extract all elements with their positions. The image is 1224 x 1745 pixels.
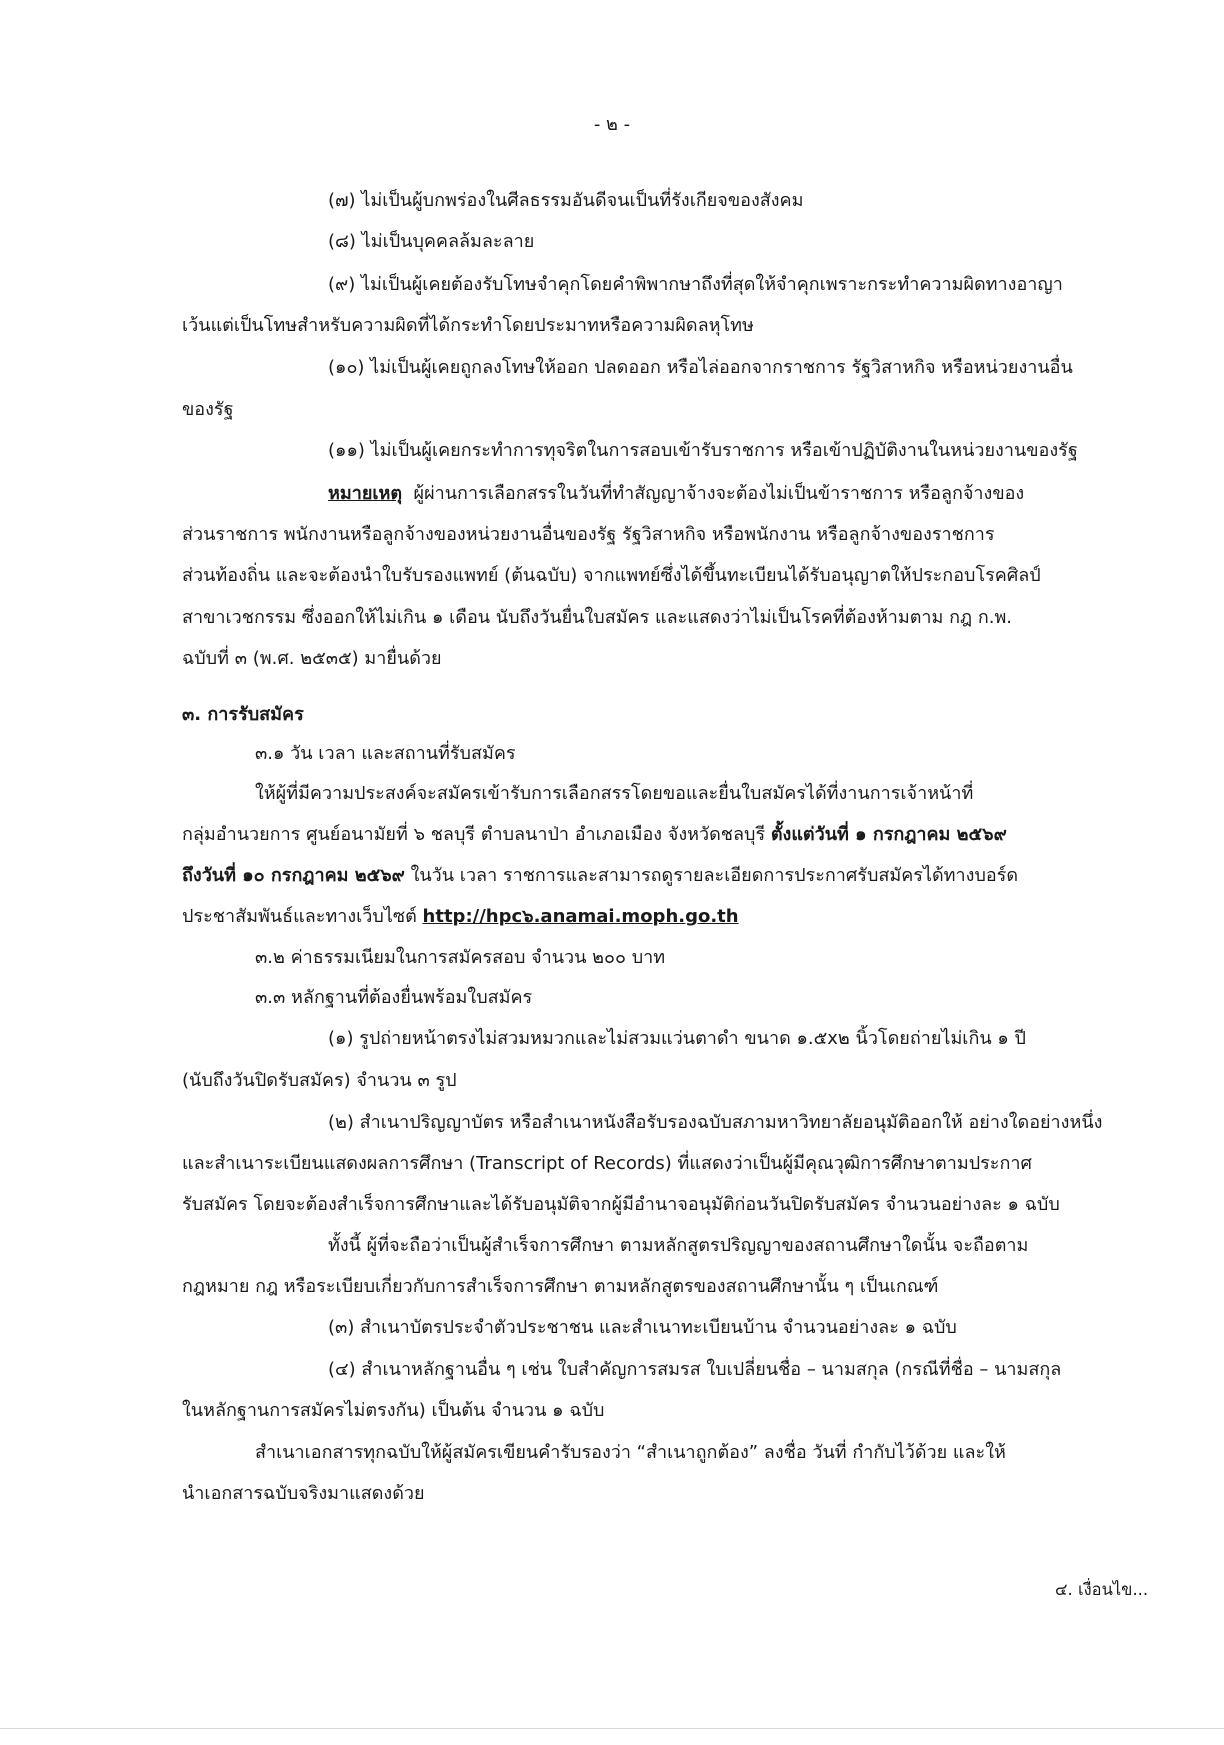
document-2-note-line2: กฎหมาย กฎ หรือระเบียบเกี่ยวกับการสำเร็จการศึกษา ตามหลักสูตรของสถานศึกษานั้น ๆ เป็นเกณฑ์ (182, 1276, 939, 1297)
remark-line1 (328, 481, 1024, 507)
document-4-line1: (๔) สำเนาหลักฐานอื่น ๆ เช่น ใบสำคัญการสมรส ใบเปลี่ยนชื่อ – นามสกุล (กรณีที่ชื่อ – นามสกุล (328, 1359, 1062, 1380)
section-3-1-line3 (182, 863, 1018, 889)
remark-label: หมายเหตุ (328, 483, 403, 504)
document-2-line1: (๒) สำเนาปริญญาบัตร หรือสำเนาหนังสือรับรองฉบับสภามหาวิทยาลัยอนุมัติออกให้ อย่างใดอย่างหนึ่ง (328, 1112, 1103, 1133)
certify-line1: สำเนาเอกสารทุกฉบับให้ผู้สมัครเขียนคำรับรองว่า “สำเนาถูกต้อง” ลงชื่อ วันที่ กำกับไว้ด้วย และให้ (255, 1442, 1006, 1463)
application-start-date: ตั้งแต่วันที่ ๑ กรกฎาคม ๒๕๖๙ (770, 824, 1007, 845)
qualification-11: (๑๑) ไม่เป็นผู้เคยกระทำการทุจริตในการสอบเข้ารับราชการ หรือเข้าปฏิบัติงานในหน่วยงานของรัฐ (328, 440, 1078, 461)
section-3-1-line3-text: ในวัน เวลา ราชการและสามารถดูรายละเอียดการประกาศรับสมัครได้ทางบอร์ด (404, 865, 1019, 886)
remark-line5: ฉบับที่ ๓ (พ.ศ. ๒๕๓๕) มายื่นด้วย (182, 648, 442, 669)
document-1-line2: (นับถึงวันปิดรับสมัคร) จำนวน ๓ รูป (182, 1070, 457, 1091)
certify-line2: นำเอกสารฉบับจริงมาแสดงด้วย (182, 1483, 425, 1504)
qualification-8: (๘) ไม่เป็นบุคคลล้มละลาย (328, 231, 535, 252)
document-4-line2: ในหลักฐานการสมัครไม่ตรงกัน) เป็นต้น จำนวน ๑ ฉบับ (182, 1400, 605, 1421)
document-1-line1: (๑) รูปถ่ายหน้าตรงไม่สวมหมวกและไม่สวมแว่นตาดำ ขนาด ๑.๕x๒ นิ้วโดยถ่ายไม่เกิน ๑ ปี (328, 1028, 1026, 1049)
document-2-line2: และสำเนาระเบียนแสดงผลการศึกษา (Transcript of Records) ที่แสดงว่าเป็นผู้มีคุณวุฒิการศึกษาตามประกาศ (182, 1153, 1032, 1174)
section-3-heading: ๓. การรับสมัคร (182, 704, 304, 725)
section-3-1-line1: ให้ผู้ที่มีความประสงค์จะสมัครเข้ารับการเลือกสรรโดยขอและยื่นใบสมัครได้ที่งานการเจ้าหน้าที่ (255, 783, 974, 804)
remark-text-1: ผู้ผ่านการเลือกสรรในวันที่ทำสัญญาจ้างจะต้องไม่เป็นข้าราชการ หรือลูกจ้างของ (413, 483, 1025, 504)
qualification-7: (๗) ไม่เป็นผู้บกพร่องในศีลธรรมอันดีจนเป็นที่รังเกียจของสังคม (328, 190, 804, 211)
scan-edge-line (0, 1728, 1224, 1729)
section-3-1-line4 (182, 904, 739, 930)
section-3-1-line2 (182, 822, 1007, 848)
qualification-10-line1: (๑๐) ไม่เป็นผู้เคยถูกลงโทษให้ออก ปลดออก หรือไล่ออกจากราชการ รัฐวิสาหกิจ หรือหน่วยงานอื่น (328, 357, 1073, 378)
continuation-marker: ๔. เงื่อนไข... (1055, 1580, 1149, 1599)
section-3-1-title: ๓.๑ วัน เวลา และสถานที่รับสมัคร (255, 743, 516, 764)
qualification-9-line1: (๙) ไม่เป็นผู้เคยต้องรับโทษจำคุกโดยคำพิพากษาถึงที่สุดให้จำคุกเพราะกระทำความผิดทางอาญา (328, 274, 1063, 295)
section-3-2: ๓.๒ ค่าธรรมเนียมในการสมัครสอบ จำนวน ๒๐๐ บาท (255, 947, 666, 968)
qualification-10-line2: ของรัฐ (182, 399, 234, 420)
document-3: (๓) สำเนาบัตรประจำตัวประชาชน และสำเนาทะเบียนบ้าน จำนวนอย่างละ ๑ ฉบับ (328, 1317, 957, 1338)
section-3-3-title: ๓.๓ หลักฐานที่ต้องยื่นพร้อมใบสมัคร (255, 987, 533, 1008)
section-3-1-line2-text: กลุ่มอำนวยการ ศูนย์อนามัยที่ ๖ ชลบุรี ตำบลนาป่า อำเภอเมือง จังหวัดชลบุรี (182, 824, 771, 845)
remark-line2: ส่วนราชการ พนักงานหรือลูกจ้างของหน่วยงานอื่นของรัฐ รัฐวิสาหกิจ หรือพนักงาน หรือลูกจ้างของราชการ (182, 524, 995, 545)
document-2-line3: รับสมัคร โดยจะต้องสำเร็จการศึกษาและได้รับอนุมัติจากผู้มีอำนาจอนุมัติก่อนวันปิดรับสมัคร จำนวนอย่างละ ๑ ฉบับ (182, 1194, 1060, 1215)
remark-line4: สาขาเวชกรรม ซึ่งออกให้ไม่เกิน ๑ เดือน นับถึงวันยื่นใบสมัคร และแสดงว่าไม่เป็นโรคที่ต้องห้ามตาม กฎ ก.พ. (182, 607, 1013, 628)
remark-line3: ส่วนท้องถิ่น และจะต้องนำใบรับรองแพทย์ (ต้นฉบับ) จากแพทย์ซึ่งได้ขึ้นทะเบียนได้รับอนุญาตให้ประกอบโรคศิลป์ (182, 565, 1041, 586)
application-end-date: ถึงวันที่ ๑๐ กรกฎาคม ๒๕๖๙ (182, 865, 405, 886)
page-number: - ๒ - (593, 114, 631, 135)
document-2-note-line1: ทั้งนี้ ผู้ที่จะถือว่าเป็นผู้สำเร็จการศึกษา ตามหลักสูตรปริญญาของสถานศึกษาใดนั้น จะถือตาม (328, 1235, 1029, 1256)
section-3-1-line4-text: ประชาสัมพันธ์และทางเว็บไซต์ (182, 906, 423, 927)
qualification-9-line2: เว้นแต่เป็นโทษสำหรับความผิดที่ได้กระทำโดยประมาทหรือความผิดลหุโทษ (182, 315, 754, 336)
website-link[interactable]: http://hpc๖.anamai.moph.go.th (422, 906, 739, 927)
